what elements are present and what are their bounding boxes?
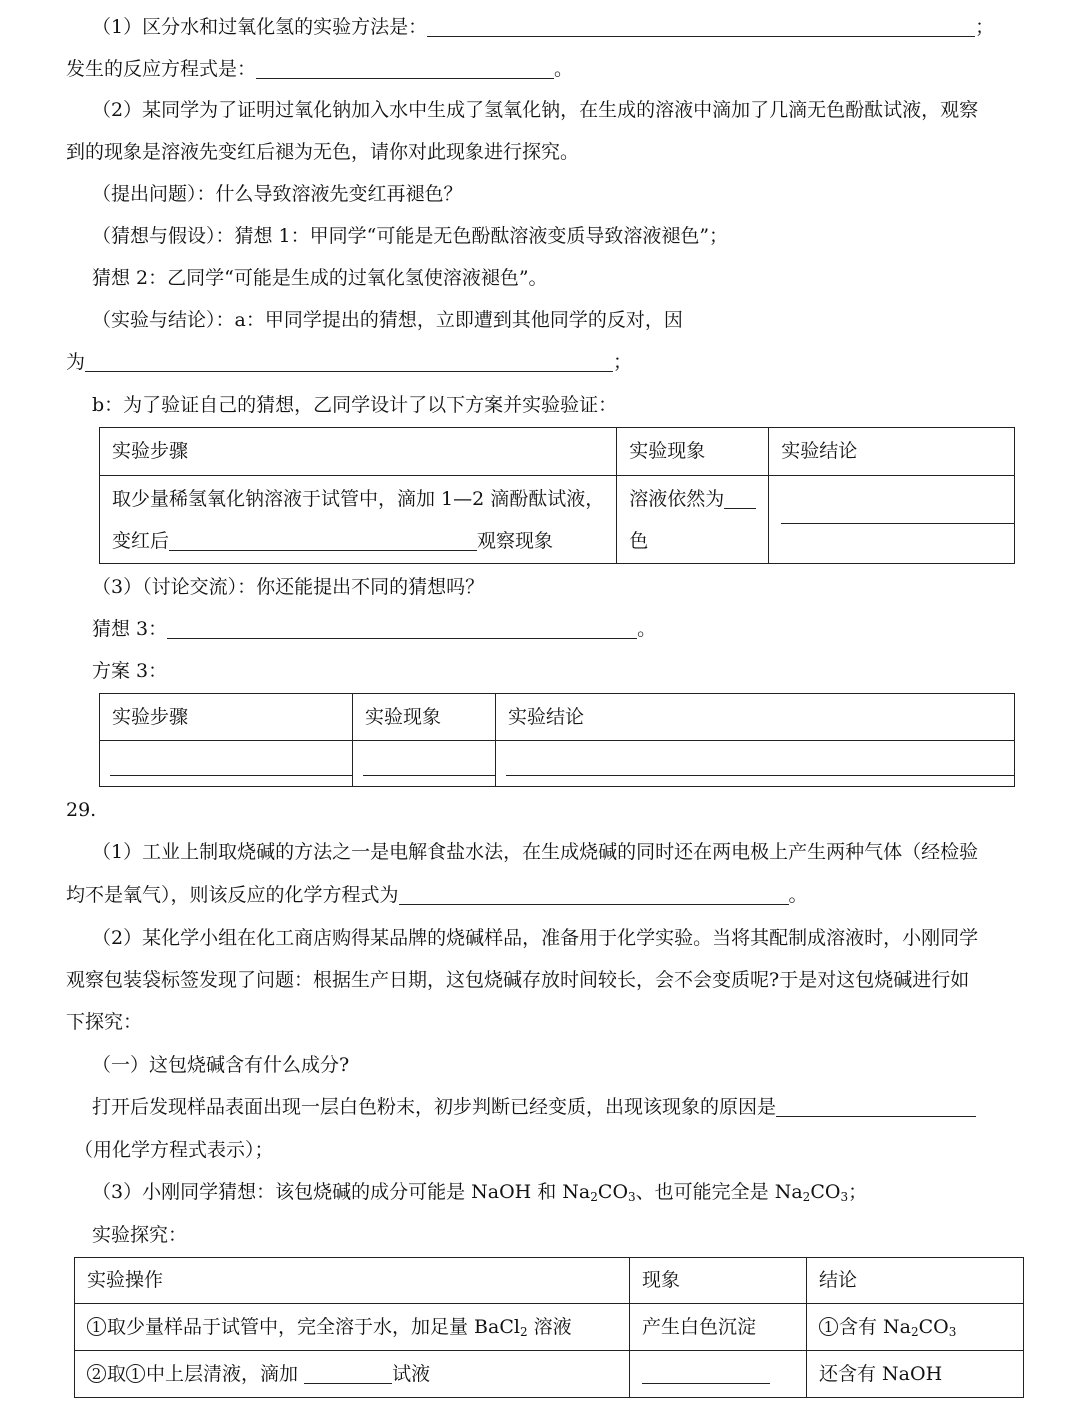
q29-p3-sub-a: 2 bbox=[590, 1190, 598, 1204]
q29-p3 bbox=[92, 1183, 867, 1202]
table3-row-1 bbox=[75, 1304, 1024, 1351]
q2-conclusion-a: （实验与结论）：a：甲同学提出的猜想，立即遭到其他同学的反对，因 bbox=[92, 309, 683, 331]
table1-step-blank[interactable] bbox=[169, 532, 477, 551]
q1-equation-line bbox=[66, 60, 573, 79]
table3-row1-phenomenon: 产生白色沉淀 bbox=[630, 1304, 807, 1351]
table1-color-blank[interactable] bbox=[724, 490, 756, 509]
circled-number-1: 1 bbox=[819, 1317, 838, 1336]
table2-header-step: 实验步骤 bbox=[100, 694, 353, 741]
table1-step-prefix: 变红后 bbox=[112, 529, 170, 552]
table3-row1-op-tail: 溶液 bbox=[527, 1316, 572, 1338]
table3-header-operation: 实验操作 bbox=[75, 1258, 630, 1304]
table1-step-cell bbox=[100, 476, 617, 564]
table2-conclusion-cell bbox=[496, 741, 1015, 787]
circled-number-2: 2 bbox=[87, 1364, 106, 1383]
table3-row1-conc-sub-b: 2 bbox=[911, 1325, 919, 1339]
table3-row2-phenomenon bbox=[630, 1351, 807, 1398]
table2-row bbox=[100, 741, 1015, 787]
table2-phenomenon-cell bbox=[353, 741, 496, 787]
table1-phenomenon-cell bbox=[617, 476, 769, 564]
q29-p3-text-c: CO bbox=[597, 1181, 629, 1203]
table2-header-conclusion: 实验结论 bbox=[496, 694, 1015, 741]
q3-hypothesis3-prefix: 猜想 3： bbox=[92, 618, 168, 640]
q29-open-line2: （用化学方程式表示）； bbox=[74, 1139, 274, 1161]
q29-number: 29. bbox=[66, 799, 97, 821]
table1-step-suffix: 观察现象 bbox=[477, 529, 554, 552]
q3-hypothesis3-suffix: 。 bbox=[637, 618, 657, 640]
q2-hypothesis2: 猜想 2：乙同学“可能是生成的过氧化氢使溶液褪色”。 bbox=[92, 267, 548, 289]
table3-row2-op-text-b: 中上层清液，滴加 bbox=[146, 1363, 305, 1385]
table1-header-conclusion: 实验结论 bbox=[769, 428, 1015, 476]
q29-reason-blank[interactable] bbox=[776, 1098, 976, 1117]
q3-hypothesis3-blank[interactable] bbox=[167, 620, 637, 639]
table3-row1-conc-text: 含有 Na bbox=[839, 1316, 911, 1338]
table1-header-phenomenon: 实验现象 bbox=[617, 428, 769, 476]
table3-reagent-blank[interactable] bbox=[304, 1365, 392, 1384]
q1-method-line bbox=[92, 18, 994, 37]
experiment-table-2 bbox=[99, 693, 1015, 787]
q2-because-blank[interactable] bbox=[85, 353, 613, 372]
table2-phenomenon-blank[interactable] bbox=[363, 761, 495, 776]
q29-p1-suffix: 。 bbox=[788, 884, 808, 906]
table3-header-conclusion: 结论 bbox=[807, 1258, 1024, 1304]
q2-because-suffix: ； bbox=[613, 351, 633, 373]
q2-question: （提出问题）：什么导致溶液先变红再褪色？ bbox=[92, 183, 463, 205]
q2-because-line bbox=[66, 353, 632, 372]
q1-equation-blank[interactable] bbox=[256, 60, 554, 79]
q1-equation-suffix: 。 bbox=[554, 58, 574, 80]
circled-number-1: 1 bbox=[126, 1364, 145, 1383]
table1-header-row bbox=[100, 428, 1015, 476]
q29-p3-text-g: CO bbox=[810, 1181, 841, 1203]
q2-plan-b: b：为了验证自己的猜想，乙同学设计了以下方案并实验验证： bbox=[92, 394, 618, 416]
table3-row2-phenomenon-blank[interactable] bbox=[642, 1365, 770, 1384]
q29-explore: 实验探究： bbox=[92, 1224, 188, 1246]
table2-header-row bbox=[100, 694, 1015, 741]
table1-phenomenon-line2: 色 bbox=[629, 529, 649, 552]
table3-header-row bbox=[75, 1258, 1024, 1304]
q29-p2-line2: 观察包装袋标签发现了问题：根据生产日期，这包烧碱存放时间较长，会不会变质呢?于是对这包烧碱进行如 bbox=[66, 969, 970, 991]
q29-p3-text-i: ； bbox=[848, 1181, 868, 1203]
table3-row1-op-text: 取少量样品于试管中，完全溶于水，加足量 BaCl bbox=[107, 1316, 520, 1338]
q2-line2: 到的现象是溶液先变红后褪为无色，请你对此现象进行探究。 bbox=[66, 141, 580, 163]
table3-row1-conc-text-c: CO bbox=[918, 1316, 949, 1338]
q29-p3-sub-d: 3 bbox=[628, 1190, 636, 1204]
q1-equation-prefix: 发生的反应方程式是： bbox=[66, 58, 257, 80]
circled-number-1: 1 bbox=[87, 1317, 106, 1336]
q2-because-prefix: 为 bbox=[66, 351, 86, 373]
table2-conclusion-blank[interactable] bbox=[506, 761, 1014, 776]
experiment-table-1 bbox=[99, 427, 1015, 564]
table1-row bbox=[100, 476, 1015, 564]
table3-row2-operation bbox=[75, 1351, 630, 1398]
q1-method-prefix: （1）区分水和过氧化氢的实验方法是： bbox=[92, 16, 428, 38]
table2-header-phenomenon: 实验现象 bbox=[353, 694, 496, 741]
q29-equation-blank[interactable] bbox=[399, 886, 789, 905]
q3-discussion: （3）（讨论交流）：你还能提出不同的猜想吗？ bbox=[92, 576, 485, 598]
table3-row-2 bbox=[75, 1351, 1024, 1398]
table3-row2-op-text: 取 bbox=[107, 1363, 127, 1385]
table1-step-line1: 取少量稀氢氧化钠溶液于试管中，滴加 1—2 滴酚酞试液， bbox=[112, 487, 605, 510]
q1-method-blank[interactable] bbox=[427, 18, 975, 37]
table3-header-phenomenon: 现象 bbox=[630, 1258, 807, 1304]
q1-method-suffix: ； bbox=[975, 16, 995, 38]
experiment-table-3 bbox=[74, 1257, 1024, 1398]
table2-step-blank[interactable] bbox=[110, 761, 352, 776]
table1-phenomenon-text: 溶液依然为 bbox=[629, 487, 725, 510]
table3-row1-conc-sub-d: 3 bbox=[948, 1325, 957, 1339]
q29-open-line bbox=[92, 1098, 976, 1117]
q29-p3-text-e: 、也可能完全是 Na bbox=[635, 1181, 803, 1203]
q2-line1: （2）某同学为了证明过氧化钠加入水中生成了氢氧化钠，在生成的溶液中滴加了几滴无色酚酞试液，观察 bbox=[92, 99, 979, 121]
table3-row1-op-sub: 2 bbox=[519, 1325, 528, 1339]
q29-p1-line1: （1）工业上制取烧碱的方法之一是电解食盐水法，在生成烧碱的同时还在两电极上产生两种气体（经检验 bbox=[92, 841, 979, 863]
q2-hypothesis1: （猜想与假设）：猜想 1：甲同学“可能是无色酚酞溶液变质导致溶液褪色”； bbox=[92, 225, 729, 247]
q29-p2-line3: 下探究： bbox=[66, 1011, 143, 1033]
q3-hypothesis3-line bbox=[92, 620, 656, 639]
q29-open-prefix: 打开后发现样品表面出现一层白色粉末，初步判断已经变质，出现该现象的原因是 bbox=[92, 1096, 777, 1118]
table1-conclusion-cell bbox=[769, 476, 1015, 564]
q29-p1-line2 bbox=[66, 886, 808, 905]
table1-step-line2 bbox=[112, 520, 604, 562]
table1-conclusion-blank[interactable] bbox=[781, 515, 1014, 524]
table3-row2-op-text-c: 试液 bbox=[392, 1363, 431, 1385]
q3-plan3: 方案 3： bbox=[92, 660, 168, 682]
table1-phenomenon-line1 bbox=[629, 478, 756, 520]
q29-p3-sub-h: 3 bbox=[840, 1190, 849, 1204]
table2-step-cell bbox=[100, 741, 353, 787]
q29-p3-sub-f: 2 bbox=[802, 1190, 811, 1204]
table1-header-step: 实验步骤 bbox=[100, 428, 617, 476]
q29-part1: （一）这包烧碱含有什么成分? bbox=[92, 1054, 350, 1076]
q29-p1-prefix: 均不是氧气），则该反应的化学方程式为 bbox=[66, 884, 399, 906]
table3-row1-operation bbox=[75, 1304, 630, 1351]
table3-row1-conclusion bbox=[807, 1304, 1024, 1351]
q29-p2-line1: （2）某化学小组在化工商店购得某品牌的烧碱样品，准备用于化学实验。当将其配制成溶液时，小刚同学 bbox=[92, 927, 979, 949]
table3-row2-conclusion: 还含有 NaOH bbox=[807, 1351, 1024, 1398]
q29-p3-text-a: （3）小刚同学猜想：该包烧碱的成分可能是 NaOH 和 Na bbox=[92, 1181, 591, 1203]
